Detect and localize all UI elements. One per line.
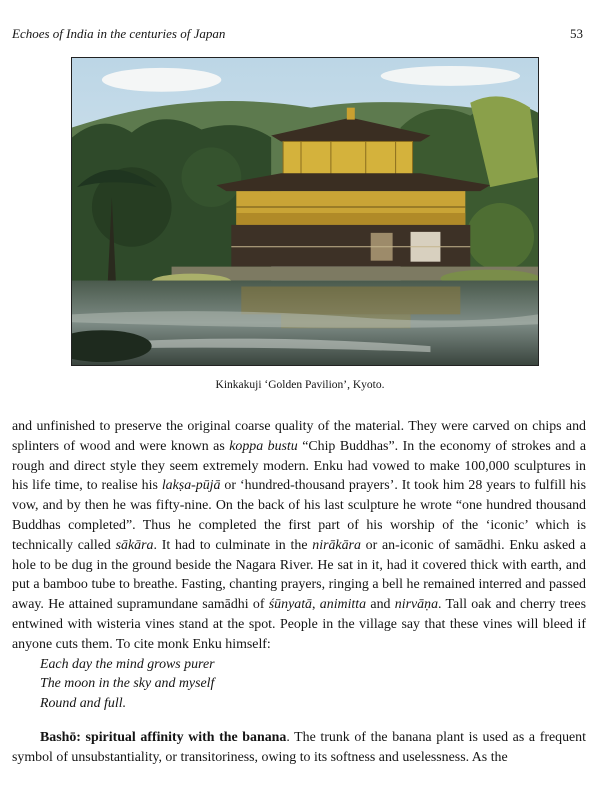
running-head: Echoes of India in the centuries of Japan <box>12 26 226 41</box>
poem-quote <box>40 655 586 714</box>
section-heading-basho: Bashō: spiritual affinity with the banana <box>40 730 287 746</box>
paragraph-enku: and unfinished to preserve the original coarse quality of the material. They were carved on chips and splinters of wood and were known as koppa bustu “Chip Buddhas”. In the economy of strokes and a rough and direct style they seem extremely modern. Enku had vowed to make 100,000 sculptures in his life time, to realise his lakṣa-pūjā or ‘hundred-thousand prayers’. It took him 28 years to fulfill his vow, and by then he was fifty-nine. On the back of his last sculpture he wrote “one hundred thousand Buddhas completed”. Thus he completed the first part of his worship of the ‘iconic’ which is technically called sākāra. It had to culminate in the nirākāra or an-iconic of samādhi. Enku asked a hole to be dug in the ground beside the Nagara River. He sat in it, had it covered thick with earth, and put a bamboo tube to breathe. Fasting, chanting prayers, ringing a bell he remained interred and passed away. He attained supramundane samādhi of śūnyatā, animitta and nirvāṇa. Tall oak and cherry trees entwined with wisteria vines stand at the spot. People in the village say that these vines will bleed if anyone cuts them. To cite monk Enku himself: <box>12 419 586 652</box>
figure-caption: Kinkakuji ‘Golden Pavilion’, Kyoto. <box>215 379 385 391</box>
page-number: 53 <box>570 26 583 41</box>
kinkakuji-photo <box>71 57 539 366</box>
poem-line: Round and full. <box>40 695 127 711</box>
poem-line: Each day the mind grows purer <box>40 656 215 672</box>
body-text <box>12 417 586 768</box>
poem-line: The moon in the sky and myself <box>40 676 215 692</box>
paragraph-basho: Bashō: spiritual affinity with the banana. The trunk of the banana plant is used as a frequent symbol of unsubstantiality, or transitoriness, owing to its softness and uselessness. As the <box>12 730 586 766</box>
